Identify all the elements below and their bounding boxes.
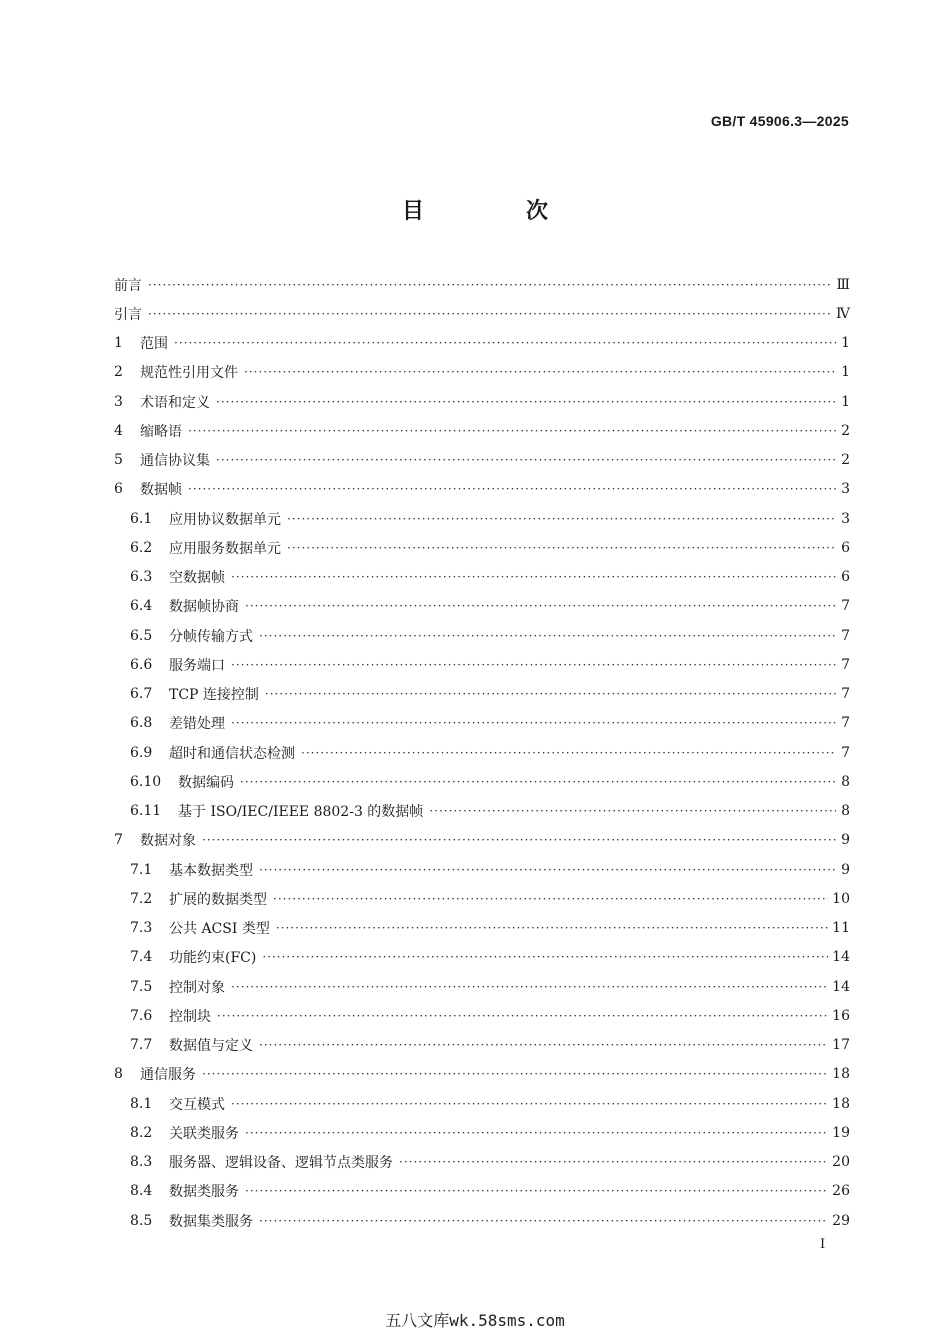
toc-entry[interactable] <box>114 709 850 738</box>
dot-leader <box>174 336 836 350</box>
toc-entry-label: 数据帧 <box>140 482 182 499</box>
dot-leader <box>259 863 836 877</box>
toc-entry-label: 缩略语 <box>140 423 182 440</box>
dot-leader <box>148 278 832 292</box>
toc-entry-number: 7.6 <box>130 1007 153 1024</box>
toc-entry-number: 6.10 <box>130 773 162 790</box>
toc-entry-page: 6 <box>841 569 850 586</box>
toc-entry-page: 1 <box>841 335 850 352</box>
toc-entry-number: 6.6 <box>130 656 153 673</box>
toc-entry-number: 6.4 <box>130 598 153 615</box>
dot-leader <box>259 1038 828 1052</box>
toc-entry[interactable] <box>114 563 850 592</box>
toc-entry-label: 规范性引用文件 <box>140 365 238 382</box>
dot-leader <box>231 570 836 584</box>
toc-entry-page: 17 <box>832 1037 850 1054</box>
toc-entry[interactable] <box>114 797 850 826</box>
toc-entry-label: 引言 <box>114 306 142 323</box>
toc-entry-number: 8.4 <box>130 1183 153 1200</box>
dot-leader <box>202 833 836 847</box>
dot-leader <box>399 1155 828 1169</box>
toc-entry-label: 服务端口 <box>169 657 225 674</box>
dot-leader <box>245 1184 828 1198</box>
toc-entry-number: 6.9 <box>130 744 153 761</box>
standard-code: GB/T 45906.3—2025 <box>710 113 849 129</box>
toc-entry-label: 前言 <box>114 277 142 294</box>
dot-leader <box>276 921 828 935</box>
toc-entry[interactable] <box>114 767 850 796</box>
toc-entry-page: 9 <box>841 861 850 878</box>
toc-entry[interactable] <box>114 416 850 445</box>
toc-entry-label: 服务器、逻辑设备、逻辑节点类服务 <box>169 1155 393 1172</box>
dot-leader <box>231 1097 828 1111</box>
toc-entry-number: 1 <box>114 335 123 352</box>
toc-entry-page: 10 <box>832 890 850 907</box>
toc-entry-label: 应用协议数据单元 <box>169 511 281 528</box>
toc-entry-page: 8 <box>841 773 850 790</box>
toc-entry-label: 范围 <box>140 336 168 353</box>
toc-entry[interactable] <box>114 1177 850 1206</box>
toc-entry-page: 7 <box>841 686 850 703</box>
toc-entry-number: 6.11 <box>130 803 162 820</box>
toc-entry-label: 数据集类服务 <box>169 1213 253 1230</box>
dot-leader <box>240 775 836 789</box>
dot-leader <box>231 658 836 672</box>
toc-entry-page: Ⅳ <box>836 305 850 322</box>
toc-entry-label: 数据帧协商 <box>169 599 239 616</box>
toc-entry-page: 29 <box>832 1212 850 1229</box>
toc-entry[interactable] <box>114 1060 850 1089</box>
toc-entry-number: 6.3 <box>130 569 153 586</box>
dot-leader <box>259 629 836 643</box>
toc-entry-label: 数据类服务 <box>169 1184 239 1201</box>
toc-entry[interactable] <box>114 387 850 416</box>
toc-entry-page: 18 <box>832 1095 850 1112</box>
toc-entry[interactable] <box>114 884 850 913</box>
toc-entry-page: 7 <box>841 656 850 673</box>
toc-entry[interactable] <box>114 621 850 650</box>
toc-entry[interactable] <box>114 738 850 767</box>
toc-entry[interactable] <box>114 914 850 943</box>
dot-leader <box>188 424 836 438</box>
toc-entry-label: 超时和通信状态检测 <box>169 745 295 762</box>
toc-entry[interactable] <box>114 855 850 884</box>
dot-leader <box>287 541 836 555</box>
toc-entry-number: 7.7 <box>130 1037 153 1054</box>
table-of-contents <box>114 270 850 1235</box>
toc-entry-page: 18 <box>832 1066 850 1083</box>
toc-entry-number: 8.1 <box>130 1095 153 1112</box>
toc-entry-label: 通信服务 <box>140 1067 196 1084</box>
toc-entry-page: 14 <box>832 949 850 966</box>
watermark: 五八文库wk.58sms.com <box>385 1311 565 1330</box>
toc-entry[interactable] <box>114 270 850 299</box>
toc-entry-number: 6.2 <box>130 539 153 556</box>
toc-entry-page: Ⅲ <box>836 276 850 293</box>
toc-entry-label: 差错处理 <box>169 716 225 733</box>
toc-entry[interactable] <box>114 1206 850 1235</box>
dot-leader <box>262 950 828 964</box>
toc-entry-label: 扩展的数据类型 <box>169 891 267 908</box>
toc-entry-label: 数据对象 <box>140 833 196 850</box>
toc-entry-number: 8.2 <box>130 1124 153 1141</box>
toc-entry-page: 26 <box>832 1183 850 1200</box>
toc-entry[interactable] <box>114 1031 850 1060</box>
toc-entry-label: 应用服务数据单元 <box>169 540 281 557</box>
toc-entry-label: 控制对象 <box>169 979 225 996</box>
toc-entry-number: 7.1 <box>130 861 153 878</box>
toc-entry-number: 7.4 <box>130 949 153 966</box>
toc-entry-label: 交互模式 <box>169 1096 225 1113</box>
dot-leader <box>231 980 828 994</box>
toc-entry-page: 3 <box>841 481 850 498</box>
toc-entry[interactable] <box>114 680 850 709</box>
toc-entry[interactable] <box>114 1089 850 1118</box>
toc-entry-number: 6.5 <box>130 627 153 644</box>
dot-leader <box>429 804 836 818</box>
toc-entry[interactable] <box>114 358 850 387</box>
toc-entry-label: 空数据帧 <box>169 570 225 587</box>
toc-entry[interactable] <box>114 650 850 679</box>
dot-leader <box>265 687 836 701</box>
toc-entry-number: 6.7 <box>130 686 153 703</box>
toc-entry-number: 6.1 <box>130 510 153 527</box>
toc-entry-page: 8 <box>841 803 850 820</box>
toc-entry-number: 8 <box>114 1066 123 1083</box>
toc-entry-page: 2 <box>841 452 850 469</box>
toc-entry-label: 基本数据类型 <box>169 862 253 879</box>
toc-entry-number: 7.5 <box>130 978 153 995</box>
dot-leader <box>216 453 836 467</box>
dot-leader <box>188 482 836 496</box>
toc-entry-label: TCP 连接控制 <box>169 687 259 704</box>
toc-entry-label: 公共 ACSI 类型 <box>169 921 270 938</box>
toc-entry-page: 9 <box>841 832 850 849</box>
toc-entry-number: 7.2 <box>130 890 153 907</box>
toc-entry-number: 8.5 <box>130 1212 153 1229</box>
toc-entry-label: 控制块 <box>169 1008 211 1025</box>
toc-entry-page: 20 <box>832 1154 850 1171</box>
toc-entry[interactable] <box>114 592 850 621</box>
toc-entry[interactable] <box>114 475 850 504</box>
toc-entry[interactable] <box>114 446 850 475</box>
toc-entry-page: 16 <box>832 1007 850 1024</box>
toc-entry-number: 2 <box>114 364 123 381</box>
toc-entry-label: 分帧传输方式 <box>169 628 253 645</box>
dot-leader <box>273 892 828 906</box>
toc-entry-label: 关联类服务 <box>169 1125 239 1142</box>
toc-entry[interactable] <box>114 972 850 1001</box>
dot-leader <box>216 395 836 409</box>
toc-entry-page: 14 <box>832 978 850 995</box>
toc-entry-label: 术语和定义 <box>140 394 210 411</box>
toc-entry-page: 6 <box>841 539 850 556</box>
toc-entry[interactable] <box>114 826 850 855</box>
toc-entry-page: 11 <box>832 920 850 937</box>
toc-entry-page: 1 <box>841 364 850 381</box>
toc-entry[interactable] <box>114 299 850 328</box>
toc-entry-number: 6.8 <box>130 715 153 732</box>
toc-entry-number: 7.3 <box>130 920 153 937</box>
toc-entry[interactable] <box>114 504 850 533</box>
toc-entry-number: 7 <box>114 832 123 849</box>
toc-entry-page: 2 <box>841 422 850 439</box>
toc-entry[interactable] <box>114 943 850 972</box>
toc-entry[interactable] <box>114 1148 850 1177</box>
toc-entry-label: 功能约束(FC) <box>169 950 257 967</box>
toc-entry-label: 数据值与定义 <box>169 1038 253 1055</box>
dot-leader <box>287 512 836 526</box>
toc-entry-number: 8.3 <box>130 1154 153 1171</box>
dot-leader <box>202 1067 828 1081</box>
toc-entry-page: 7 <box>841 598 850 615</box>
dot-leader <box>231 716 836 730</box>
toc-entry-label: 通信协议集 <box>140 453 210 470</box>
dot-leader <box>148 307 832 321</box>
toc-entry-page: 7 <box>841 715 850 732</box>
dot-leader <box>244 365 836 379</box>
toc-entry-page: 3 <box>841 510 850 527</box>
dot-leader <box>217 1009 828 1023</box>
toc-entry-page: 7 <box>841 627 850 644</box>
dot-leader <box>245 1126 828 1140</box>
toc-entry-number: 3 <box>114 393 123 410</box>
toc-entry[interactable] <box>114 533 850 562</box>
dot-leader <box>245 599 836 613</box>
toc-entry-page: 7 <box>841 744 850 761</box>
toc-entry-page: 1 <box>841 393 850 410</box>
toc-entry[interactable] <box>114 329 850 358</box>
dot-leader <box>259 1214 828 1228</box>
page-number: I <box>820 1237 826 1252</box>
toc-entry-number: 5 <box>114 452 123 469</box>
toc-entry-number: 6 <box>114 481 123 498</box>
page-title: 目 次 <box>401 199 588 224</box>
toc-entry-label: 基于 ISO/IEC/IEEE 8802-3 的数据帧 <box>178 804 424 821</box>
toc-entry-page: 19 <box>832 1124 850 1141</box>
toc-entry-number: 4 <box>114 422 123 439</box>
toc-entry[interactable] <box>114 1118 850 1147</box>
dot-leader <box>301 746 836 760</box>
toc-entry-label: 数据编码 <box>178 774 234 791</box>
toc-entry[interactable] <box>114 1001 850 1030</box>
